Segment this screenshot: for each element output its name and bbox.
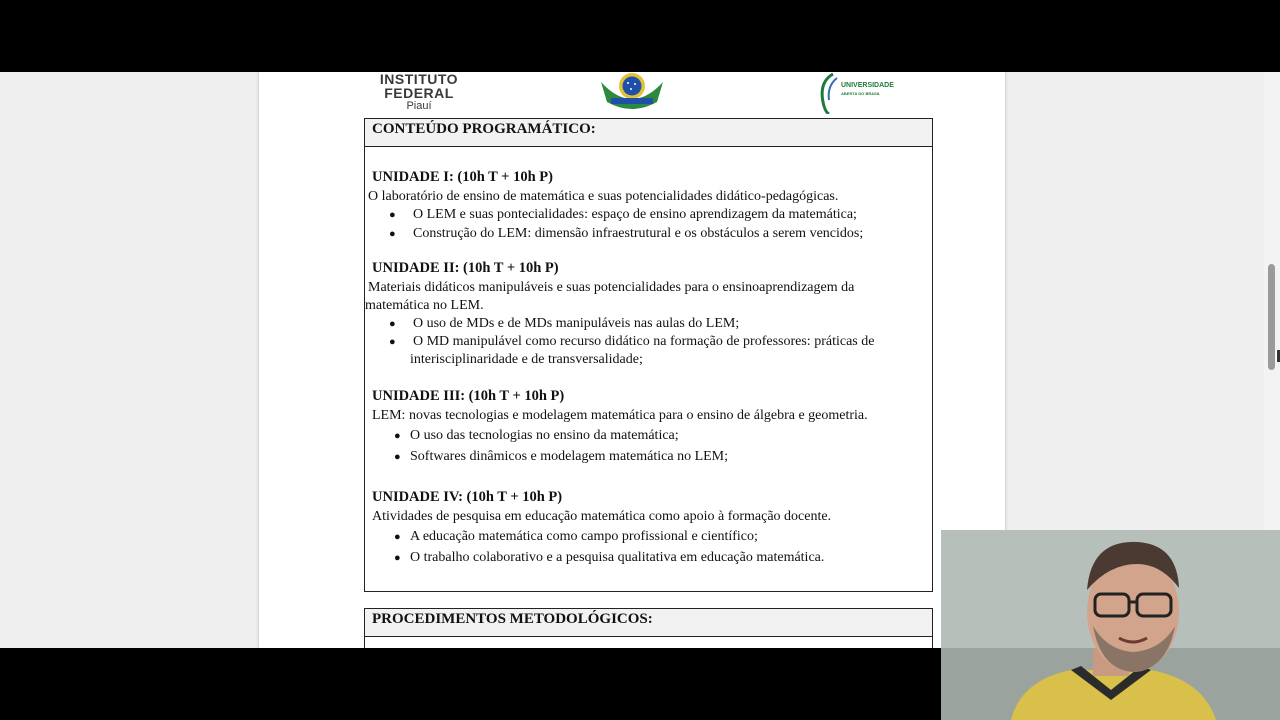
content-program-title: CONTEÚDO PROGRAMÁTICO: xyxy=(365,119,932,147)
bullet-icon: ● xyxy=(394,531,401,543)
presenter-video-icon xyxy=(941,530,1280,720)
unit-4-description: Atividades de pesquisa em educação matemática como apoio à formação docente. xyxy=(372,509,832,524)
uab-logo xyxy=(819,72,894,114)
unit-4-bullet-2: O trabalho colaborativo e a pesquisa qualitativa em educação matemática. xyxy=(410,550,825,565)
instituto-federal-logo xyxy=(369,72,469,112)
unit-4-heading: UNIDADE IV: (10h T + 10h P) xyxy=(372,489,563,505)
uab-logo-text xyxy=(841,82,894,98)
bullet-icon: ● xyxy=(389,318,396,330)
unit-2-description-line-2: matemática no LEM. xyxy=(365,298,484,313)
unit-3-bullet-2: Softwares dinâmicos e modelagem matemática no LEM; xyxy=(410,449,729,464)
unit-1-heading: UNIDADE I: (10h T + 10h P) xyxy=(372,169,553,185)
unit-2-description-line-1: Materiais didáticos manipuláveis e suas potencialidades para o ensinoaprendizagem da xyxy=(368,280,855,295)
methodological-procedures-title: PROCEDIMENTOS METODOLÓGICOS: xyxy=(365,609,932,637)
logo-line-2: FEDERAL xyxy=(384,85,454,101)
unit-1-bullet-2: Construção do LEM: dimensão infraestrutural e os obstáculos a serem vencidos; xyxy=(413,226,864,241)
bullet-icon: ● xyxy=(389,336,396,348)
bullet-icon: ● xyxy=(394,430,401,442)
unit-2-bullet-2-line-2: interisciplinaridade e de transversalidade; xyxy=(410,352,643,367)
unit-1-description: O laboratório de ensino de matemática e suas potencialidades didático-pedagógicas. xyxy=(368,189,839,204)
bullet-icon: ● xyxy=(394,451,401,463)
brazil-coat-of-arms-icon xyxy=(597,72,667,110)
uab-logo-line-2: ABERTA DO BRASIL xyxy=(841,91,881,96)
logo-line-3: Piauí xyxy=(406,100,432,112)
bullet-icon: ● xyxy=(394,552,401,564)
scrollbar-thumb[interactable] xyxy=(1268,264,1275,370)
unit-3-heading: UNIDADE III: (10h T + 10h P) xyxy=(372,388,565,404)
bullet-icon: ● xyxy=(389,209,396,221)
unit-4-bullet-1: A educação matemática como campo profissional e científico; xyxy=(410,529,758,544)
uab-logo-line-1: UNIVERSIDADE xyxy=(841,82,894,89)
logo-line-1: INSTITUTO xyxy=(379,72,459,87)
content-program-box xyxy=(364,118,933,592)
video-letterbox-top xyxy=(0,0,1280,72)
unit-2-bullet-2-line-1: O MD manipulável como recurso didático na formação de professores: práticas de xyxy=(413,334,875,349)
unit-1-bullet-1: O LEM e suas pontecialidades: espaço de ensino aprendizagem da matemática; xyxy=(413,207,857,222)
unit-3-description: LEM: novas tecnologias e modelagem matemática para o ensino de álgebra e geometria. xyxy=(372,408,868,423)
unit-2-bullet-1: O uso de MDs e de MDs manipuláveis nas aulas do LEM; xyxy=(413,316,740,331)
unit-3-bullet-1: O uso das tecnologias no ensino da matemática; xyxy=(410,428,679,443)
methodological-procedures-box xyxy=(364,608,933,648)
uab-swoosh-icon xyxy=(819,72,843,114)
document-page xyxy=(259,72,1005,648)
unit-2-heading: UNIDADE II: (10h T + 10h P) xyxy=(372,260,559,276)
mouse-cursor-icon xyxy=(1276,350,1280,362)
webcam-overlay xyxy=(941,530,1280,720)
bullet-icon: ● xyxy=(389,228,396,240)
